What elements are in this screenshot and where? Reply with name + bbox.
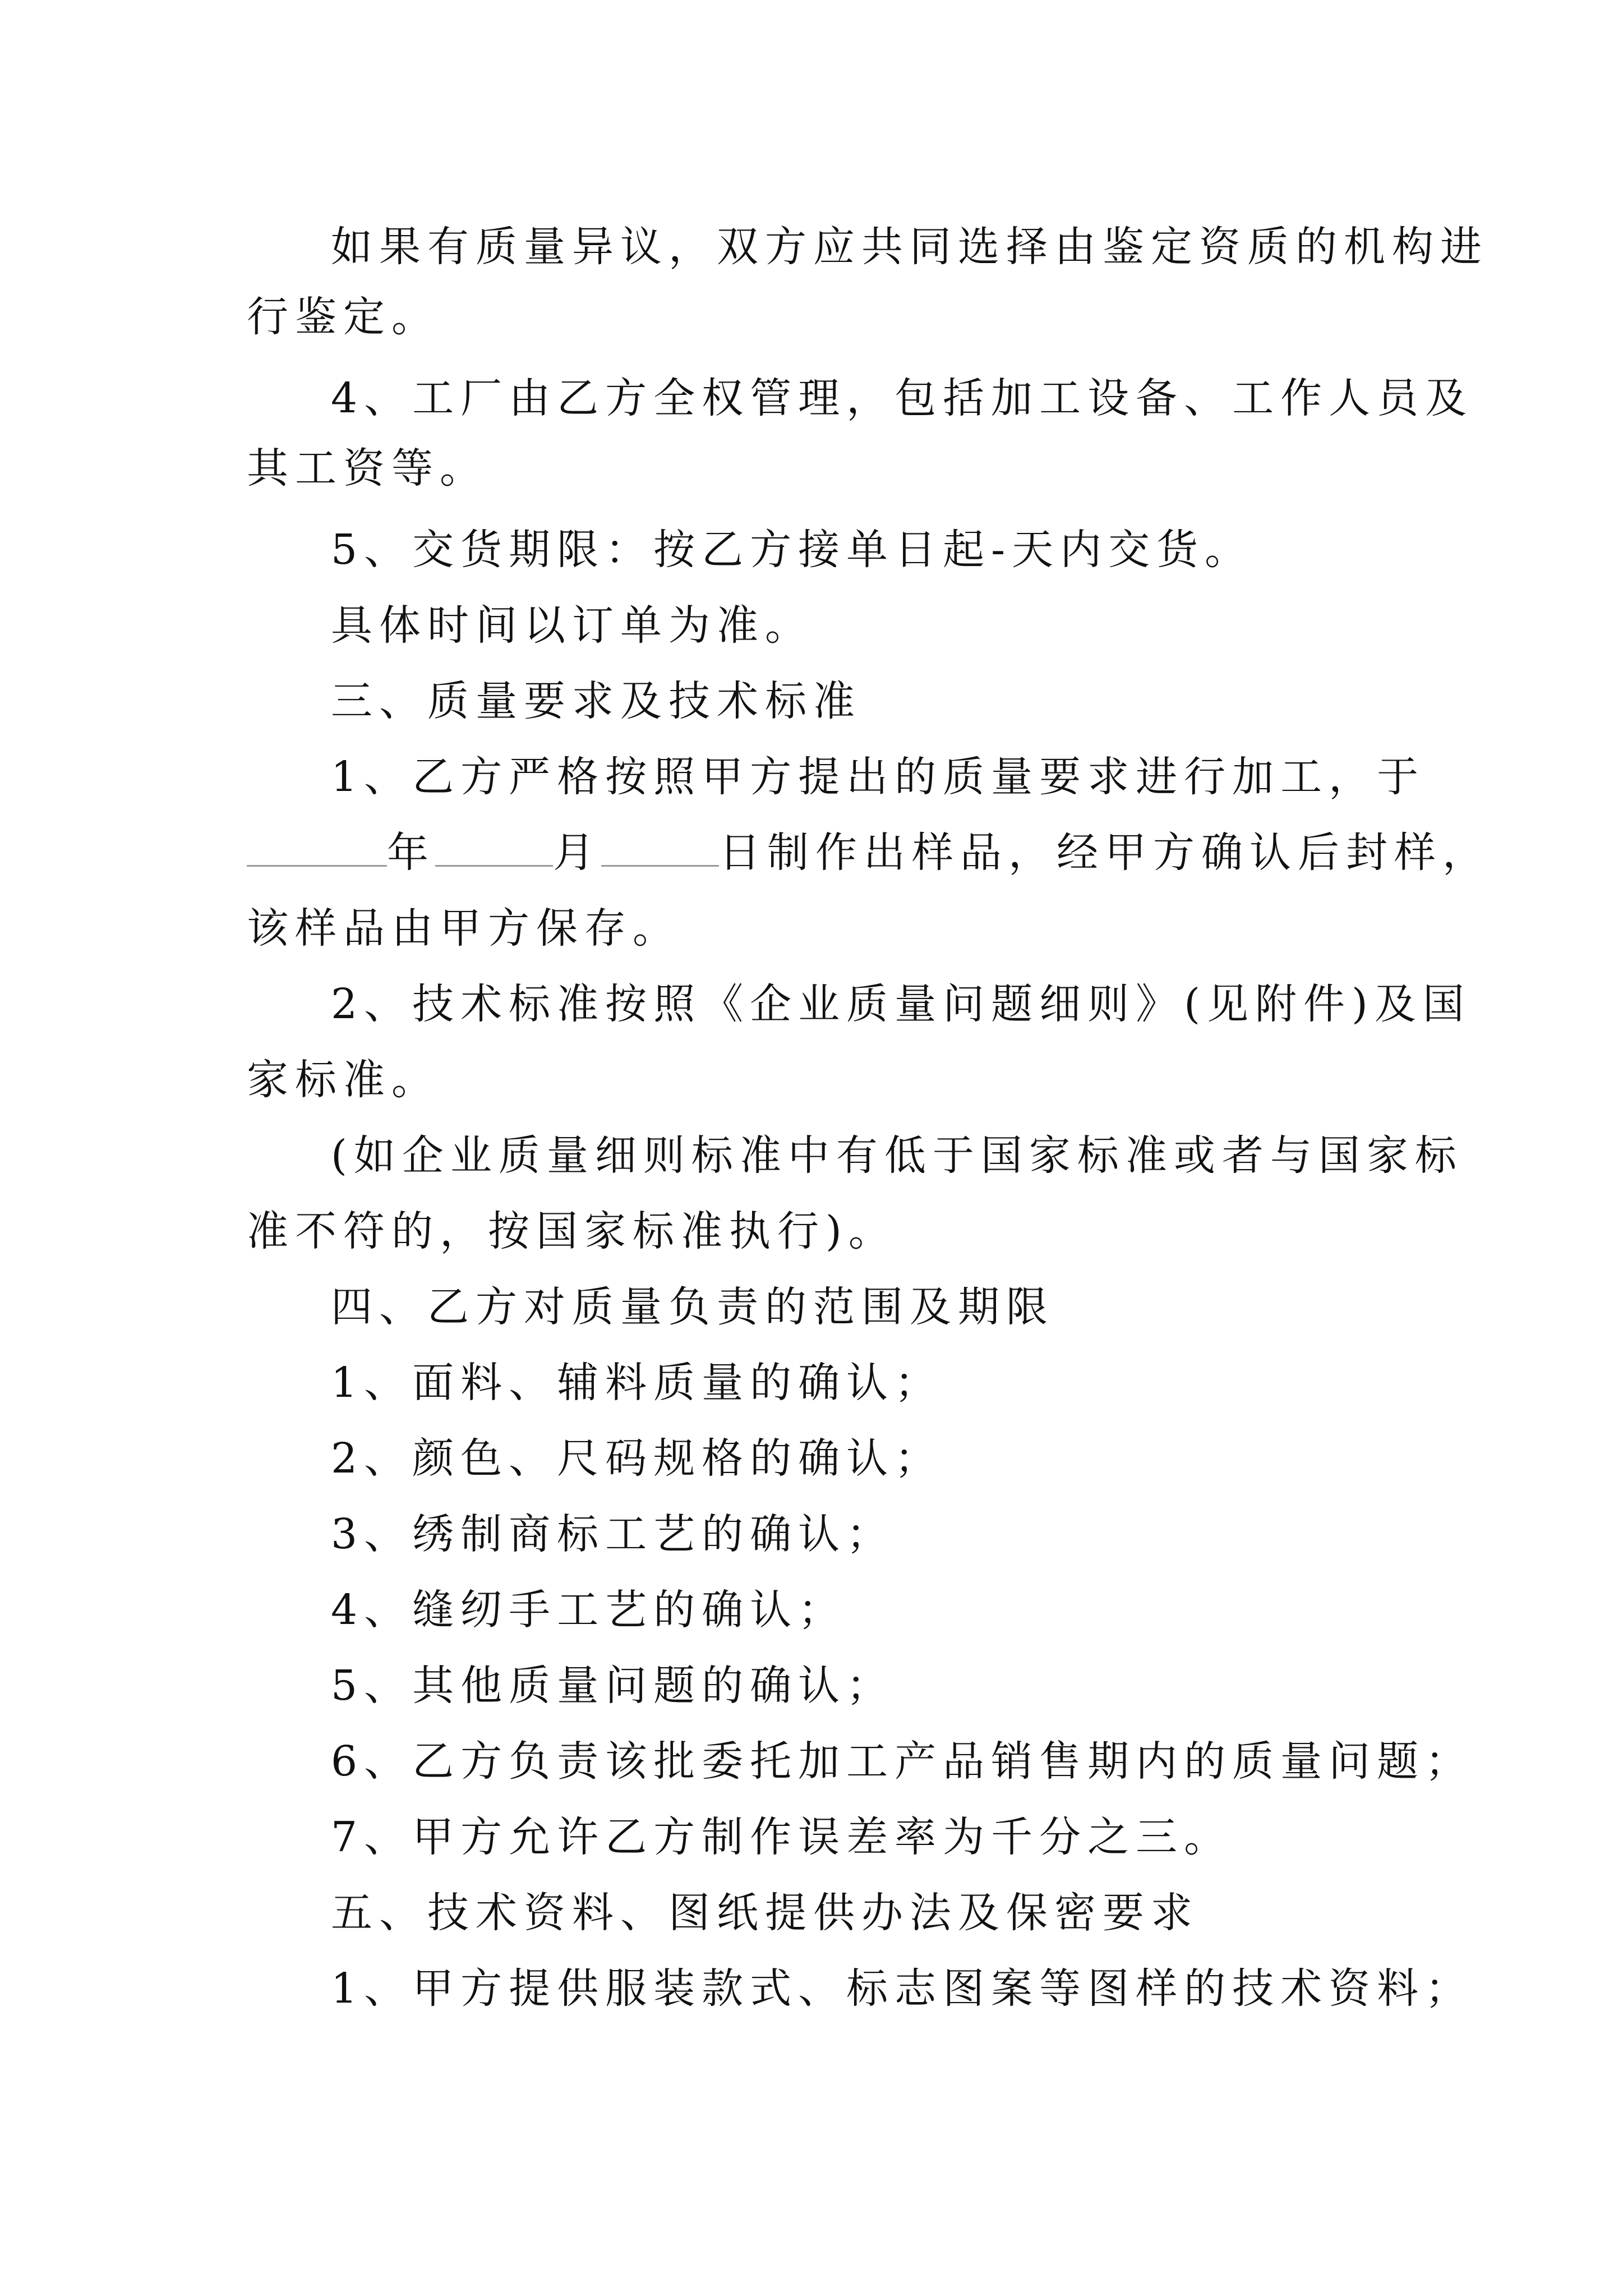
paragraph-line: 4、工厂由乙方全权管理，包括加工设备、工作人员及 <box>331 374 1474 422</box>
list-item: 7、甲方允许乙方制作误差率为千分之三。 <box>331 1813 1233 1861</box>
date-fill-line <box>247 825 1491 881</box>
list-item: 6、乙方负责该批委托加工产品销售期内的质量问题； <box>331 1737 1474 1786</box>
section-heading: 三、质量要求及技术标准 <box>331 677 861 725</box>
paragraph-line: 5、交货期限：按乙方接单日起-天内交货。 <box>331 526 1253 574</box>
paragraph-line: 该样品由甲方保存。 <box>247 904 681 953</box>
paragraph-line: 1、乙方严格按照甲方提出的质量要求进行加工，于 <box>331 753 1426 801</box>
paragraph-line: 准不符的，按国家标准执行)。 <box>247 1207 897 1255</box>
list-item: 1、甲方提供服装款式、标志图案等图样的技术资料； <box>331 1964 1474 2013</box>
section-heading: 四、乙方对质量负责的范围及期限 <box>331 1283 1054 1331</box>
section-heading: 五、技术资料、图纸提供办法及保密要求 <box>331 1889 1199 1937</box>
month-blank <box>435 826 553 867</box>
paragraph-line: 行鉴定。 <box>247 293 440 341</box>
paragraph-line: 具体时间以订单为准。 <box>331 601 813 650</box>
paragraph-line: 其工资等。 <box>247 444 488 493</box>
paragraph-line: (如企业质量细则标准中有低于国家标准或者与国家标 <box>331 1131 1463 1180</box>
list-item: 3、绣制商标工艺的确认； <box>331 1510 895 1558</box>
list-item: 4、缝纫手工艺的确认； <box>331 1586 847 1634</box>
paragraph-line: 如果有质量异议，双方应共同选择由鉴定资质的机构进 <box>331 223 1488 271</box>
year-label: 年 <box>387 829 435 877</box>
day-rest-text: 日制作出样品，经甲方确认后封样， <box>719 829 1491 877</box>
list-item: 1、面料、辅料质量的确认； <box>331 1359 943 1407</box>
month-label: 月 <box>553 829 601 877</box>
year-blank <box>247 826 387 867</box>
list-item: 5、其他质量问题的确认； <box>331 1662 895 1710</box>
list-item: 2、颜色、尺码规格的确认； <box>331 1434 943 1483</box>
day-blank <box>601 826 719 867</box>
paragraph-line: 家标准。 <box>247 1056 440 1104</box>
paragraph-line: 2、技术标准按照《企业质量问题细则》(见附件)及国 <box>331 980 1471 1028</box>
